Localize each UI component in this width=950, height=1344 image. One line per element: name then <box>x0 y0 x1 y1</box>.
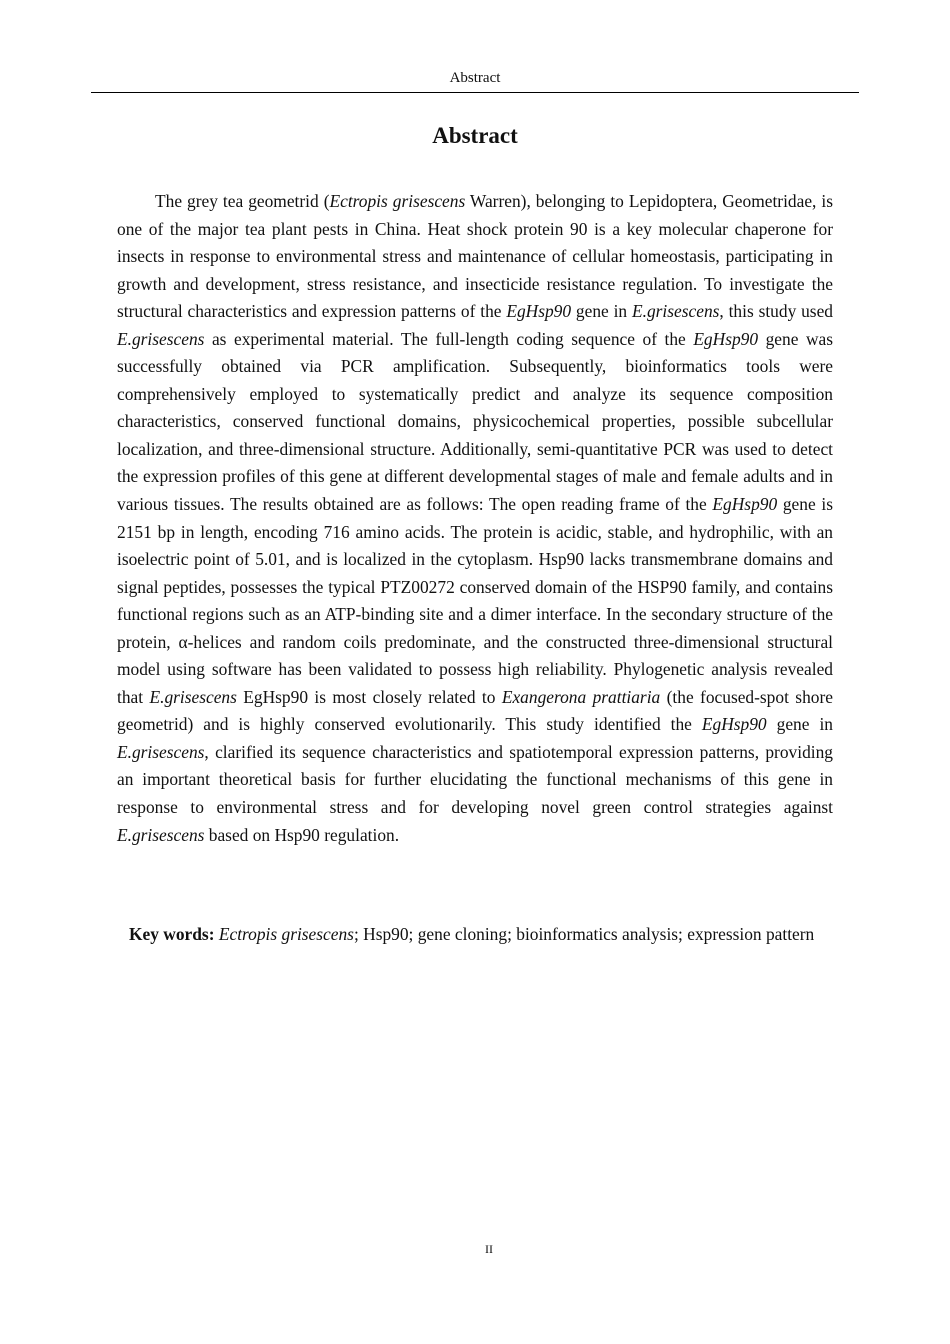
abstract-text: gene is 2151 bp in length, encoding 716 amino acids. The protein is acidic, stable, and hydrophilic, with an isoelectric point of 5.01, and is localized in the cytoplasm. Hsp90 lacks transmembrane domains and signal peptides, possesses the typical PTZ00272 conserved domain of the HSP90 family, and contains functional regions such as an ATP-binding site and a dimer interface. In the secondary structure of the protein, α-helices and random coils predominate, and the constructed three-dimensional structural model using software has been validated to possess high reliability. Phylogenetic analysis revealed that <box>117 494 833 707</box>
abstract-text: , this study used <box>719 301 833 322</box>
abstract-text: based on Hsp90 regulation. <box>204 824 400 845</box>
species-name: Ectropis grisescens <box>329 191 466 211</box>
header-divider <box>91 92 859 93</box>
keyword-species: Ectropis grisescens <box>218 924 354 944</box>
abstract-text: gene was successfully obtained via PCR amplification. Subsequently, bioinformatics tools were comprehensively employed to systematically predict and analyze its sequence composition characteristics, conserved functional domains, physicochemical properties, possible subcellular localization, and three-dimensional structure. Additionally, semi-quantitative PCR was used to detect the expression profiles of this gene at different developmental stages of male and female adults and in various tissues. The results obtained are as follows: The open reading frame of the <box>117 328 833 515</box>
gene-name: EgHsp90 <box>693 328 759 349</box>
abstract-paragraph <box>117 188 833 849</box>
species-name: E.grisescens <box>631 301 720 322</box>
keywords-list: ; Hsp90; gene cloning; bioinformatics analysis; expression pattern <box>353 924 815 944</box>
abstract-text: , clarified its sequence characteristics and spatiotemporal expression patterns, providing an important theoretical basis for further elucidating the functional mechanisms of this gene in response to environmental stress and for developing novel green control strategies against <box>117 741 833 818</box>
abstract-text: (the focused-spot shore geometrid) and is highly conserved evolutionarily. This study identified the <box>117 686 833 735</box>
gene-name: EgHsp90 <box>712 494 778 515</box>
gene-name: EgHsp90 <box>701 714 767 735</box>
species-name: E.grisescens <box>117 824 205 845</box>
abstract-text: The grey tea geometrid ( <box>155 191 330 211</box>
species-name: E.grisescens <box>117 741 205 762</box>
page-title: Abstract <box>432 123 518 148</box>
abstract-text: gene in <box>766 714 833 735</box>
species-name: Exangerona prattiaria <box>501 686 661 707</box>
keywords-label: Key words: <box>129 924 215 944</box>
page-number: II <box>485 1242 493 1256</box>
abstract-text: as experimental material. The full-length coding sequence of the <box>204 328 694 349</box>
keywords-line <box>91 921 859 949</box>
abstract-text: gene in <box>571 301 632 322</box>
gene-name: EgHsp90 <box>506 301 572 322</box>
running-header: Abstract <box>449 70 501 86</box>
species-name: E.grisescens <box>117 328 205 349</box>
species-name: E.grisescens <box>149 686 237 707</box>
abstract-text: Warren), belonging to Lepidoptera, Geometridae, is one of the major tea plant pests in China. Heat shock protein 90 is a key molecular chaperone for insects in response to environmental stress and maintenance of cellular homeostasis, participating in growth and development, stress resistance, and insecticide resistance regulation. To investigate the structural characteristics and expression patterns of the <box>117 191 833 322</box>
abstract-text: EgHsp90 is most closely related to <box>236 686 502 707</box>
